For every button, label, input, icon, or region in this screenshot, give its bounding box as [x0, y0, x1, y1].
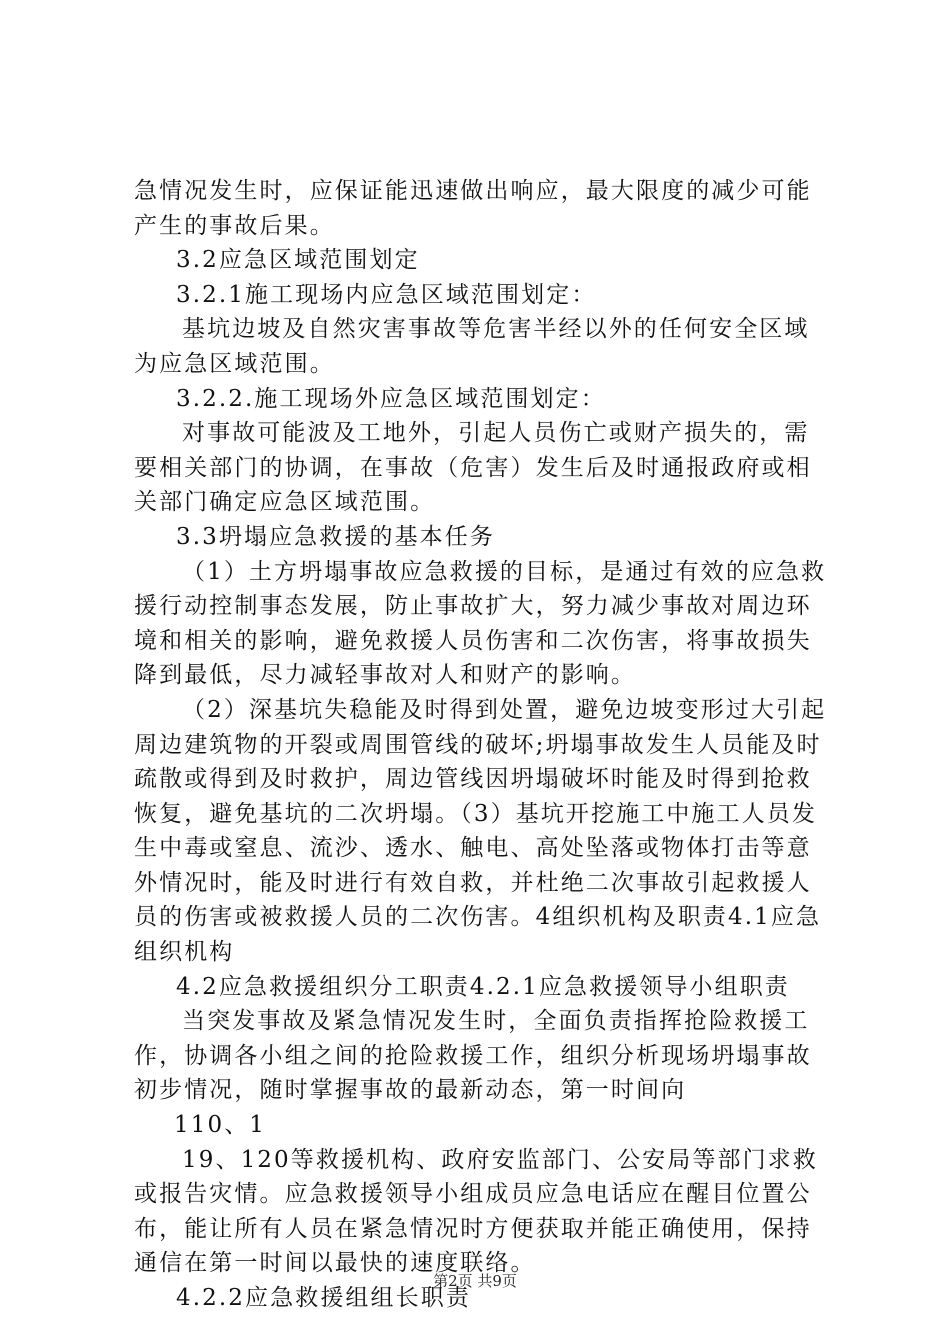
- text-line: 作，协调各小组之间的抢险救援工作，组织分析现场坍塌事故: [134, 1042, 812, 1069]
- text-line: 产生的事故后果。: [134, 212, 335, 239]
- text-line: 降到最低，尽力减轻事故对人和财产的影响。: [134, 662, 636, 689]
- text-line: 初步情况，随时掌握事故的最新动态，第一时间向: [134, 1077, 687, 1104]
- section-heading: 4.2应急救援组织分工职责4.2.1应急救援领导小组职责: [176, 973, 790, 1000]
- text-line: 或报告灾情。应急救援领导小组成员应急电话应在醒目位置公: [134, 1181, 812, 1208]
- text-line: 110、1: [174, 1112, 267, 1139]
- document-body: [134, 174, 834, 1316]
- text-line: 疏散或得到及时救护，周边管线因坍塌破坏时能及时得到抢救: [134, 766, 812, 793]
- text-line: 基坑边坡及自然灾害事故等危害半经以外的任何安全区域: [182, 316, 810, 343]
- text-line: 19、120等救援机构、政府安监部门、公安局等部门求救: [182, 1146, 818, 1173]
- text-line: 通信在第一时间以最快的速度联络。: [134, 1250, 536, 1277]
- text-line: 外情况时，能及时进行有效自救，并杜绝二次事故引起救援人: [134, 869, 812, 896]
- section-heading: 3.3坍塌应急救援的基本任务: [176, 523, 495, 550]
- text-line: 当突发事故及紧急情况发生时，全面负责指挥抢险救援工: [182, 1008, 810, 1035]
- text-line: 为应急区域范围。: [134, 350, 335, 377]
- text-line: 恢复，避免基坑的二次坍塌。（3）基坑开挖施工中施工人员发: [134, 800, 817, 827]
- text-line: 生中毒或窒息、流沙、透水、触电、高处坠落或物体打击等意: [134, 835, 812, 862]
- text-line: 要相关部门的协调，在事故（危害）发生后及时通报政府或相: [134, 454, 812, 481]
- subsection-heading: 3.2.2.施工现场外应急区域范围划定：: [176, 385, 606, 412]
- text-line: 援行动控制事态发展，防止事故扩大，努力减少事故对周边环: [134, 593, 812, 620]
- page-footer: [0, 1270, 950, 1291]
- text-line: 布，能让所有人员在紧急情况时方便获取并能正确使用，保持: [134, 1215, 812, 1242]
- text-line: 员的伤害或被救援人员的二次伤害。4组织机构及职责4.1应急: [134, 904, 822, 931]
- text-line: 关部门确定应急区域范围。: [134, 489, 436, 516]
- subsection-heading: 3.2.1施工现场内应急区域范围划定：: [176, 281, 597, 308]
- subsection-heading: 4.2.2应急救援组组长职责: [176, 1285, 471, 1311]
- text-line: （1）土方坍塌事故应急救援的目标，是通过有效的应急救: [182, 558, 827, 585]
- page-number: 第2页 共9页: [433, 1272, 517, 1290]
- text-line: 急情况发生时，应保证能迅速做出响应，最大限度的减少可能: [134, 178, 812, 204]
- text-line: 周边建筑物的开裂或周围管线的破坏;坍塌事故发生人员能及时: [134, 731, 822, 758]
- text-line: 组织机构: [134, 939, 235, 966]
- section-heading: 3.2应急区域范围划定: [176, 247, 420, 274]
- text-line: 对事故可能波及工地外，引起人员伤亡或财产损失的，需: [182, 420, 810, 447]
- text-line: （2）深基坑失稳能及时得到处置，避免边坡变形过大引起: [182, 696, 827, 723]
- text-line: 境和相关的影响，避免救援人员伤害和二次伤害，将事故损失: [134, 627, 812, 654]
